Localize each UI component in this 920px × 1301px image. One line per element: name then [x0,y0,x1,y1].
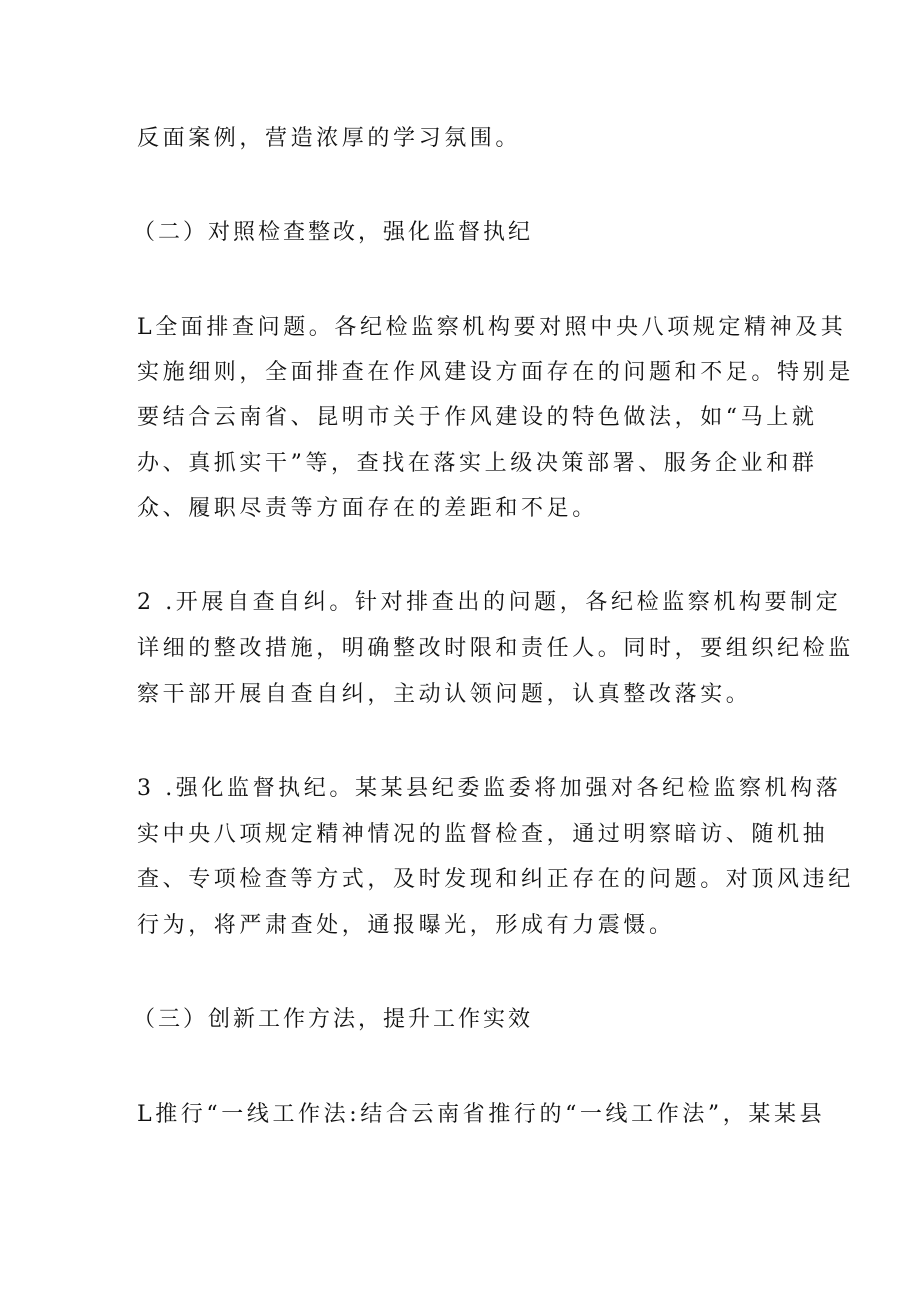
item1-line-1: L全面排查问题。各纪检监察机构要对照中央八项规定精神及其 [137,315,847,340]
item4-line-1: L推行“一线工作法:结合云南省推行的“一线工作法”，某某县 [137,1102,826,1127]
item2-line-1: 2 .开展自查自纠。针对排查出的问题，各纪检监察机构要制定 [137,590,842,615]
item3-line-2: 实中央八项规定精神情况的监督检查，通过明察暗访、随机抽 [137,822,829,847]
item1-line-2: 实施细则，全面排查在作风建设方面存在的问题和不足。特别是 [137,360,854,385]
item2-line-3: 察干部开展自查自纠，主动认领问题，认真整改落实。 [137,682,752,707]
item2-line-2: 详细的整改措施，明确整改时限和责任人。同时，要组织纪检监 [137,636,854,661]
section-heading-2: （二）对照检查整改，强化监督执纪 [133,220,534,245]
item3-line-1: 3 .强化监督执纪。某某县纪委监委将加强对各纪检监察机构落 [137,776,842,801]
item1-line-5: 众、履职尽责等方面存在的差距和不足。 [137,496,598,521]
section-heading-3: （三）创新工作方法，提升工作实效 [133,1007,534,1032]
paragraph-intro-tail: 反面案例，营造浓厚的学习氛围。 [137,126,522,151]
item1-line-4: 办、真抓实干”等，查找在落实上级决策部署、服务企业和群 [137,451,818,476]
item3-line-3: 查、专项检查等方式，及时发现和纠正存在的问题。对顶风违纪 [137,867,854,892]
item3-line-4: 行为，将严肃查处，通报曝光，形成有力震慑。 [137,913,675,938]
item1-line-3: 要结合云南省、昆明市关于作风建设的特色做法，如“马上就 [137,405,818,430]
